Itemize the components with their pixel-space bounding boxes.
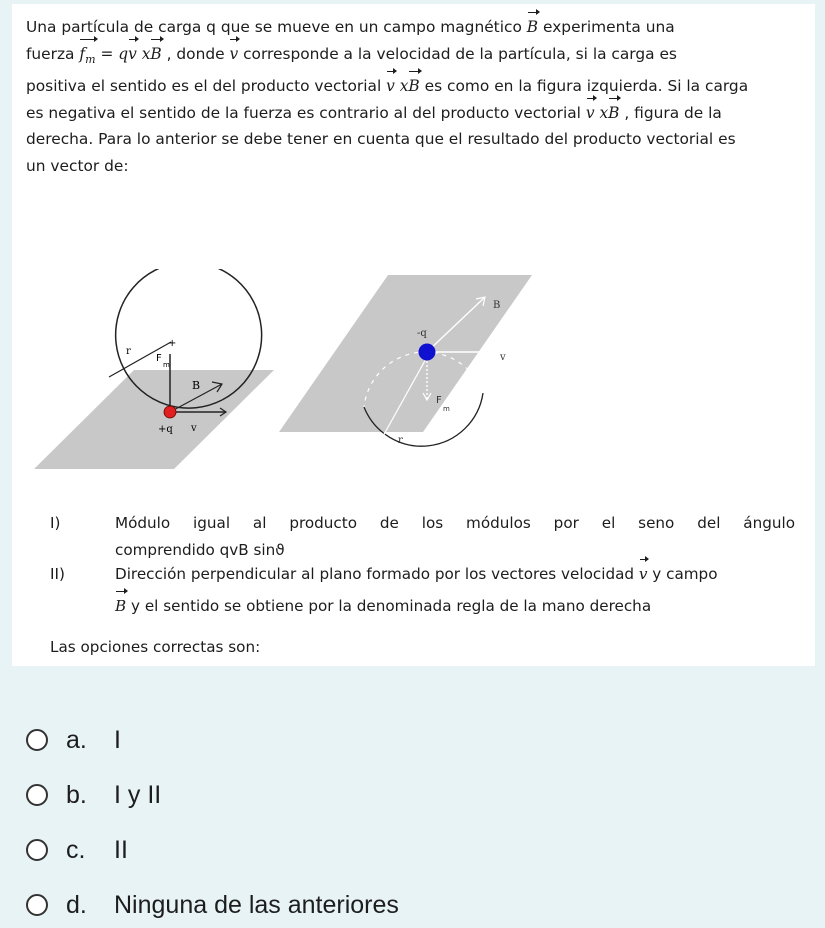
option-d-radio[interactable] — [26, 894, 48, 916]
question-card — [12, 4, 815, 666]
field-label-right: B — [493, 300, 501, 311]
option-c-text: II — [114, 835, 128, 864]
force-subscript-right: m — [443, 405, 450, 413]
option-a-radio[interactable] — [26, 729, 48, 751]
option-c-radio[interactable] — [26, 839, 48, 861]
answer-prompt: Las opciones correctas son: — [50, 638, 261, 656]
option-c[interactable] — [22, 832, 582, 868]
plus-label-left: + — [168, 338, 177, 349]
statement-i-line-2: comprendido qvB sinϑ — [115, 541, 285, 559]
option-a-text: I — [114, 725, 121, 754]
question-line-6: un vector de: — [26, 157, 129, 176]
radius-label-left: r — [126, 346, 131, 357]
question-line-3: positiva el sentido es el del producto vectorial v xB es como en la figura izquierda. Si la carga — [26, 73, 798, 100]
statement-ii-line-1: Dirección perpendicular al plano formado por los vectores velocidad v y campo — [115, 561, 795, 588]
negative-charge — [419, 344, 436, 361]
option-b-text: I y II — [114, 780, 162, 809]
figure-right-negative-charge — [279, 275, 532, 447]
plane-right — [279, 275, 532, 432]
question-line-4: es negativa el sentido de la fuerza es contrario al del producto vectorial v xB , figura de la — [26, 100, 798, 127]
force-subscript-left: m — [163, 361, 170, 369]
force-label-right: F — [436, 395, 442, 406]
velocity-label-right: v — [500, 352, 506, 363]
force-label-left: F — [156, 353, 162, 364]
field-label-left: B — [192, 379, 201, 392]
magnetic-force-figures — [24, 269, 534, 484]
statement-i-line-1: Módulo igual al producto de los módulos por el seno del ángulo — [115, 514, 795, 532]
option-d-text: Ninguna de las anteriores — [114, 890, 399, 919]
plane-left — [34, 370, 274, 469]
question-text — [26, 14, 798, 180]
option-b-letter: b. — [66, 780, 87, 809]
option-d-letter: d. — [66, 890, 87, 919]
figure-left-positive-charge — [34, 269, 274, 469]
velocity-label-left: v — [191, 423, 197, 434]
statement-i-number: I) — [50, 514, 61, 532]
statement-ii-number: II) — [50, 565, 65, 583]
question-line-1: Una partícula de carga q que se mueve en un campo magnético B experimenta una — [26, 14, 798, 41]
question-line-5: derecha. Para lo anterior se debe tener en cuenta que el resultado del producto vectorial es — [26, 130, 736, 149]
option-a-letter: a. — [66, 725, 87, 754]
statement-ii-line-2: B y el sentido se obtiene por la denominada regla de la mano derecha — [115, 593, 795, 620]
question-line-2: fuerza $f_m$ = qv xB , donde v corresponde a la velocidad de la partícula, si la carga es — [26, 41, 798, 74]
option-c-letter: c. — [66, 835, 86, 864]
charge-label-right: -q — [417, 328, 427, 339]
option-d[interactable] — [22, 887, 582, 923]
charge-label-left: +q — [158, 424, 173, 435]
positive-charge — [164, 406, 176, 418]
option-b[interactable] — [22, 777, 582, 813]
option-b-radio[interactable] — [26, 784, 48, 806]
radius-label-right: r — [398, 435, 403, 446]
option-a[interactable] — [22, 722, 582, 758]
